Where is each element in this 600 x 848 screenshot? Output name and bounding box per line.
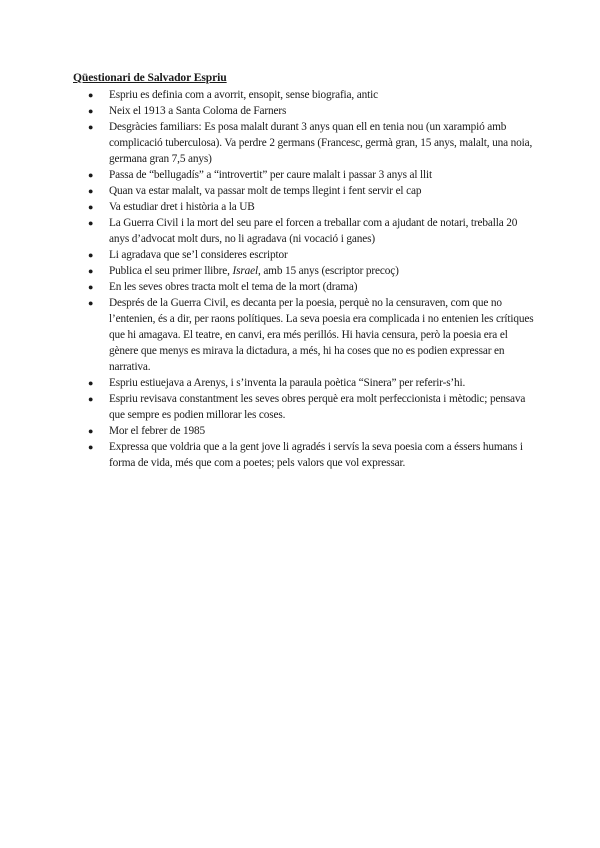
list-item-text: Desgràcies familiars: Es posa malalt durant 3 anys quan ell en tenia nou (un xarampió amb complicació tuberculosa). Va perdre 2 germans (Francesc, germà gran, 15 anys, malalt, una noia, germana gran 7,5 anys) — [109, 121, 533, 165]
list-item-text: La Guerra Civil i la mort del seu pare el forcen a treballar com a ajudant de notari, treballa 20 anys d’advocat molt durs, no li agradava (ni vocació i ganes) — [109, 217, 518, 245]
bullet-icon: ● — [88, 186, 94, 196]
document-title: Qüestionari de Salvador Espriu — [73, 71, 227, 84]
list-item — [88, 375, 539, 391]
list-item-text: En les seves obres tracta molt el tema de la mort (drama) — [109, 281, 358, 293]
bullet-icon: ● — [88, 218, 94, 228]
list-item — [88, 391, 539, 423]
list-item — [88, 295, 539, 375]
list-item-text: Va estudiar dret i història a la UB — [109, 201, 255, 213]
bullet-icon: ● — [88, 170, 94, 180]
list-item — [88, 247, 539, 263]
list-item — [88, 423, 539, 439]
list-item-text: Quan va estar malalt, va passar molt de temps llegint i fent servir el cap — [109, 185, 422, 197]
list-item-text: Expressa que voldria que a la gent jove li agradés i servís la seva poesia com a éssers humans i forma de vida, més que com a poetes; pels valors que vol expressar. — [109, 441, 523, 469]
bullet-icon: ● — [88, 282, 94, 292]
list-item-text-before: Publica el seu primer llibre, — [109, 265, 233, 277]
list-item — [88, 439, 539, 471]
list-item-text: Neix el 1913 a Santa Coloma de Farners — [109, 105, 287, 117]
list-item — [88, 279, 539, 295]
list-item — [88, 119, 539, 167]
list-item-text: Espriu estiuejava a Arenys, i s’inventa la paraula poètica “Sinera” per referir-s’hi. — [109, 377, 466, 389]
list-item — [88, 215, 539, 247]
bullet-icon: ● — [88, 90, 94, 100]
bullet-icon: ● — [88, 442, 94, 452]
bullet-list — [88, 87, 539, 471]
bullet-icon: ● — [88, 378, 94, 388]
bullet-icon: ● — [88, 298, 94, 308]
list-item — [88, 199, 539, 215]
list-item — [88, 263, 539, 279]
list-item-text: Després de la Guerra Civil, es decanta per la poesia, perquè no la censuraven, com que no l’entenien, és a dir, per raons polítiques. La seva poesia era complicada i no entenien les crítiques que hi amagava. El teatre, en canvi, era més perillós. Hi havia censura, però la poesia era el gènere que menys es mirava la dictadura, a més, hi ha coses que no es podien expressar en narrativa. — [109, 297, 534, 373]
list-item — [88, 167, 539, 183]
list-item — [88, 103, 539, 119]
list-item — [88, 87, 539, 103]
bullet-icon: ● — [88, 250, 94, 260]
list-item — [88, 183, 539, 199]
list-item-text: Espriu revisava constantment les seves obres perquè era molt perfeccionista i mètodic; pensava que sempre es podien millorar les coses. — [109, 393, 526, 421]
list-item-text: Espriu es definia com a avorrit, ensopit, sense biografia, antic — [109, 89, 378, 101]
bullet-icon: ● — [88, 394, 94, 404]
book-title: Israel — [232, 265, 258, 277]
bullet-icon: ● — [88, 426, 94, 436]
list-item-text-after: , amb 15 anys (escriptor precoç) — [257, 265, 399, 277]
bullet-icon: ● — [88, 202, 94, 212]
bullet-icon: ● — [88, 106, 94, 116]
bullet-icon: ● — [88, 266, 94, 276]
list-item-text: Mor el febrer de 1985 — [109, 425, 205, 437]
bullet-icon: ● — [88, 122, 94, 132]
list-item-text: Li agradava que se’l consideres escriptor — [109, 249, 288, 261]
list-item-text: Passa de “bellugadís” a “introvertit” per caure malalt i passar 3 anys al llit — [109, 169, 433, 181]
